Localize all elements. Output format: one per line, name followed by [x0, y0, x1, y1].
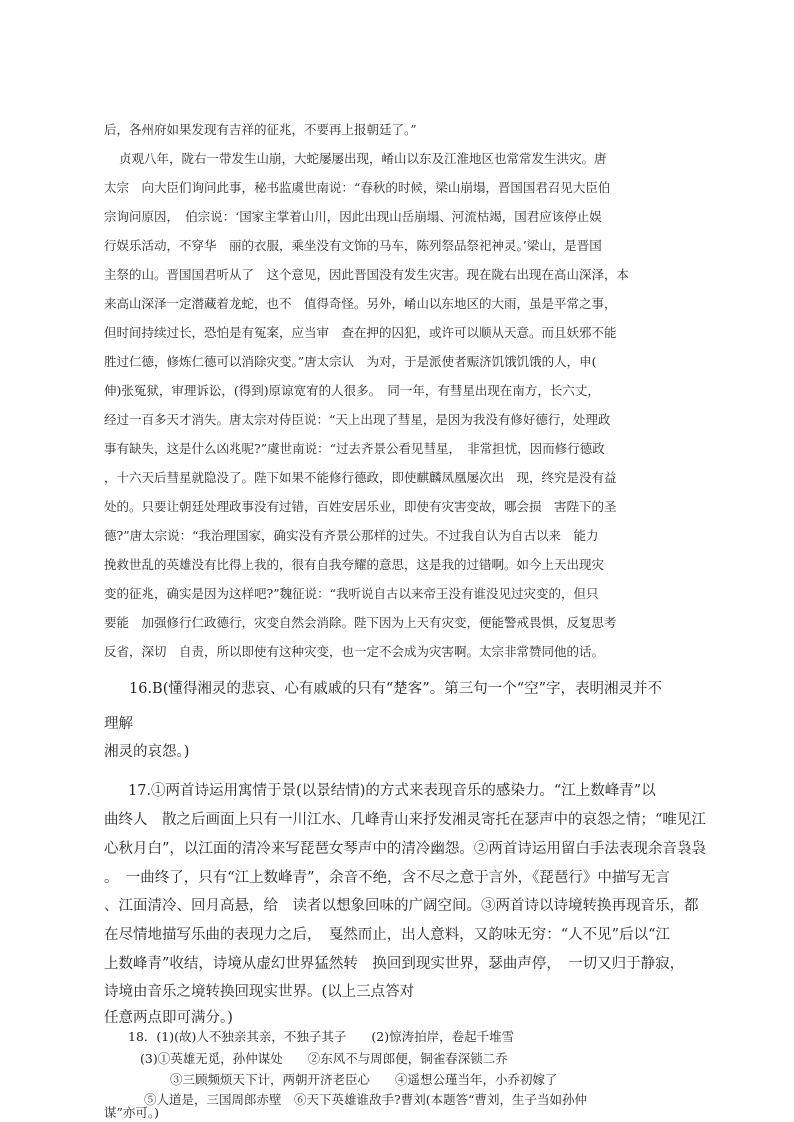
answer-17-line: 心秋月白”，以江面的清冷来写琵琶女琴声中的清冷幽怨。②两首诗运用留白手法表现余音袅袅: [104, 841, 706, 857]
text-line: 伸)张冤狱，审理诉讼，(得到)原谅宽宥的人很多。 同一年，有彗星出现在南方，长六丈，: [104, 383, 600, 398]
answer-17-line: 在尽情地描写乐曲的表现力之后， 戛然而止，出人意料，又韵味无穷：“人不见”后以“江: [104, 927, 670, 943]
answer-18-line: ③三顾频烦天下计，两朝开济老臣心 ④遥想公瑾当年，小乔初嫁了: [170, 1072, 558, 1087]
answer-16-line: 理解: [104, 716, 133, 732]
answer-17-line: 曲终人 散之后画面上只有一川江水、几峰青山来抒发湘灵寄托在瑟声中的哀怨之情；“唯见江: [104, 812, 706, 828]
answer-17-line: 诗境由音乐之境转换回现实世界。(以上三点答对: [104, 984, 415, 1000]
text-line: 宗询问原因， 伯宗说：‘国家主掌着山川，因此出现山岳崩塌、河流枯竭，国君应该停止娱: [104, 209, 602, 224]
text-line: 挽救世乱的英雄没有比得上我的，很有自我夸耀的意思，这是我的过错啊。如今上天出现灾: [104, 557, 605, 572]
text-line: 主祭的山。晋国国君听从了 这个意见，因此晋国没有发生灾害。现在陇右出现在高山深泽，本: [104, 267, 630, 282]
answer-17-line: 17.①两首诗运用寓情于景(以景结情)的方式来表现音乐的感染力。“江上数峰青”以: [128, 783, 656, 799]
text-line: 后，各州府如果发现有吉祥的征兆，不要再上报朝廷了。”: [104, 122, 417, 137]
text-line: 太宗 向大臣们询问此事，秘书监虞世南说：“春秋的时候，梁山崩塌，晋国国君召见大臣伯: [104, 180, 611, 195]
answer-18-line: 谋”亦可。): [104, 1105, 160, 1120]
answer-17-line: 、江面清冷、回月高悬，给 读者以想象回味的广阔空间。③两首诗以诗境转换再现音乐，都: [104, 898, 699, 914]
text-line: 但时间持续过长，恐怕是有冤案，应当审 查在押的囚犯，或许可以顺从天意。而且妖邪不能: [104, 325, 617, 340]
answer-18-line: ⑤人道是，三国周郎赤壁 ⑥天下英雄谁敌手?曹刘(本题答“曹刘，生子当如孙仲: [144, 1092, 587, 1107]
text-line: 行娱乐活动，不穿华 丽的衣服，乘坐没有文饰的马车，陈列祭品祭祀神灵。’梁山，是晋国: [104, 238, 602, 253]
text-line: 胜过仁德，修炼仁德可以消除灾变。”唐太宗认 为对，于是派使者赈济饥饿饥饿的人，申(: [104, 354, 597, 369]
answer-17-line: 任意两点即可满分。): [104, 1010, 233, 1026]
text-line: 贞观八年，陇右一带发生山崩，大蛇屡屡出现，崤山以东及江淮地区也常常发生洪灾。唐: [119, 151, 607, 166]
text-line: 要能 加强修行仁政德行，灾变自然会消除。陛下因为上天有灾变，便能警戒畏惧，反复思考: [104, 615, 617, 630]
answer-18-line: (3)①英雄无觅，孙仲谋处 ②东风不与周郎便，铜雀春深锁二乔: [140, 1051, 508, 1066]
answer-18-line: 18．(1)(故)人不独亲其亲，不独子其子 (2)惊涛拍岸，卷起千堆雪: [128, 1029, 515, 1044]
answer-16-line: 16.B(懂得湘灵的悲哀、心有戚戚的只有“楚客”。第三句一个“空”字，表明湘灵并不: [129, 681, 663, 697]
text-line: ，十六天后彗星就隐没了。陛下如果不能修行德政，即使麒麟凤凰屡次出 现，终究是没有益: [104, 470, 617, 485]
text-line: 事有缺失，这是什么凶兆呢?”虞世南说：“过去齐景公看见彗星， 非常担忧，因而修行德政: [104, 441, 605, 456]
text-line: 经过一百多天才消失。唐太宗对侍臣说：“天上出现了彗星，是因为我没有修好德行，处理政: [104, 412, 611, 427]
text-line: 处的。只要让朝廷处理政事没有过错，百姓安居乐业，即使有灾害变故，哪会损 害陛下的圣: [104, 499, 617, 514]
text-line: 变的征兆，确实是因为这样吧?”魏征说：“我听说自古以来帝王没有谁没见过灾变的，但只: [104, 586, 599, 601]
text-line: 德?”唐太宗说：“我治理国家，确实没有齐景公那样的过失。不过我自认为自古以来 能力: [104, 528, 599, 543]
answer-17-line: 。 一曲终了，只有“江上数峰青”，余音不绝，含不尽之意于言外，《琵琶行》中描写无言: [104, 870, 670, 886]
answer-16-line: 湘灵的哀怨。): [104, 744, 190, 760]
answer-17-line: 上数峰青”收结，诗境从虚幻世界猛然转 换回到现实世界，瑟曲声停， 一切又归于静寂，: [104, 956, 685, 972]
text-line: 来高山深泽一定潜藏着龙蛇，也不 值得奇怪。另外，崤山以东地区的大雨，虽是平常之事，: [104, 296, 617, 311]
text-line: 反省，深切 自责，所以即使有这种灾变，也一定不会成为灾害啊。太宗非常赞同他的话。: [104, 644, 605, 659]
